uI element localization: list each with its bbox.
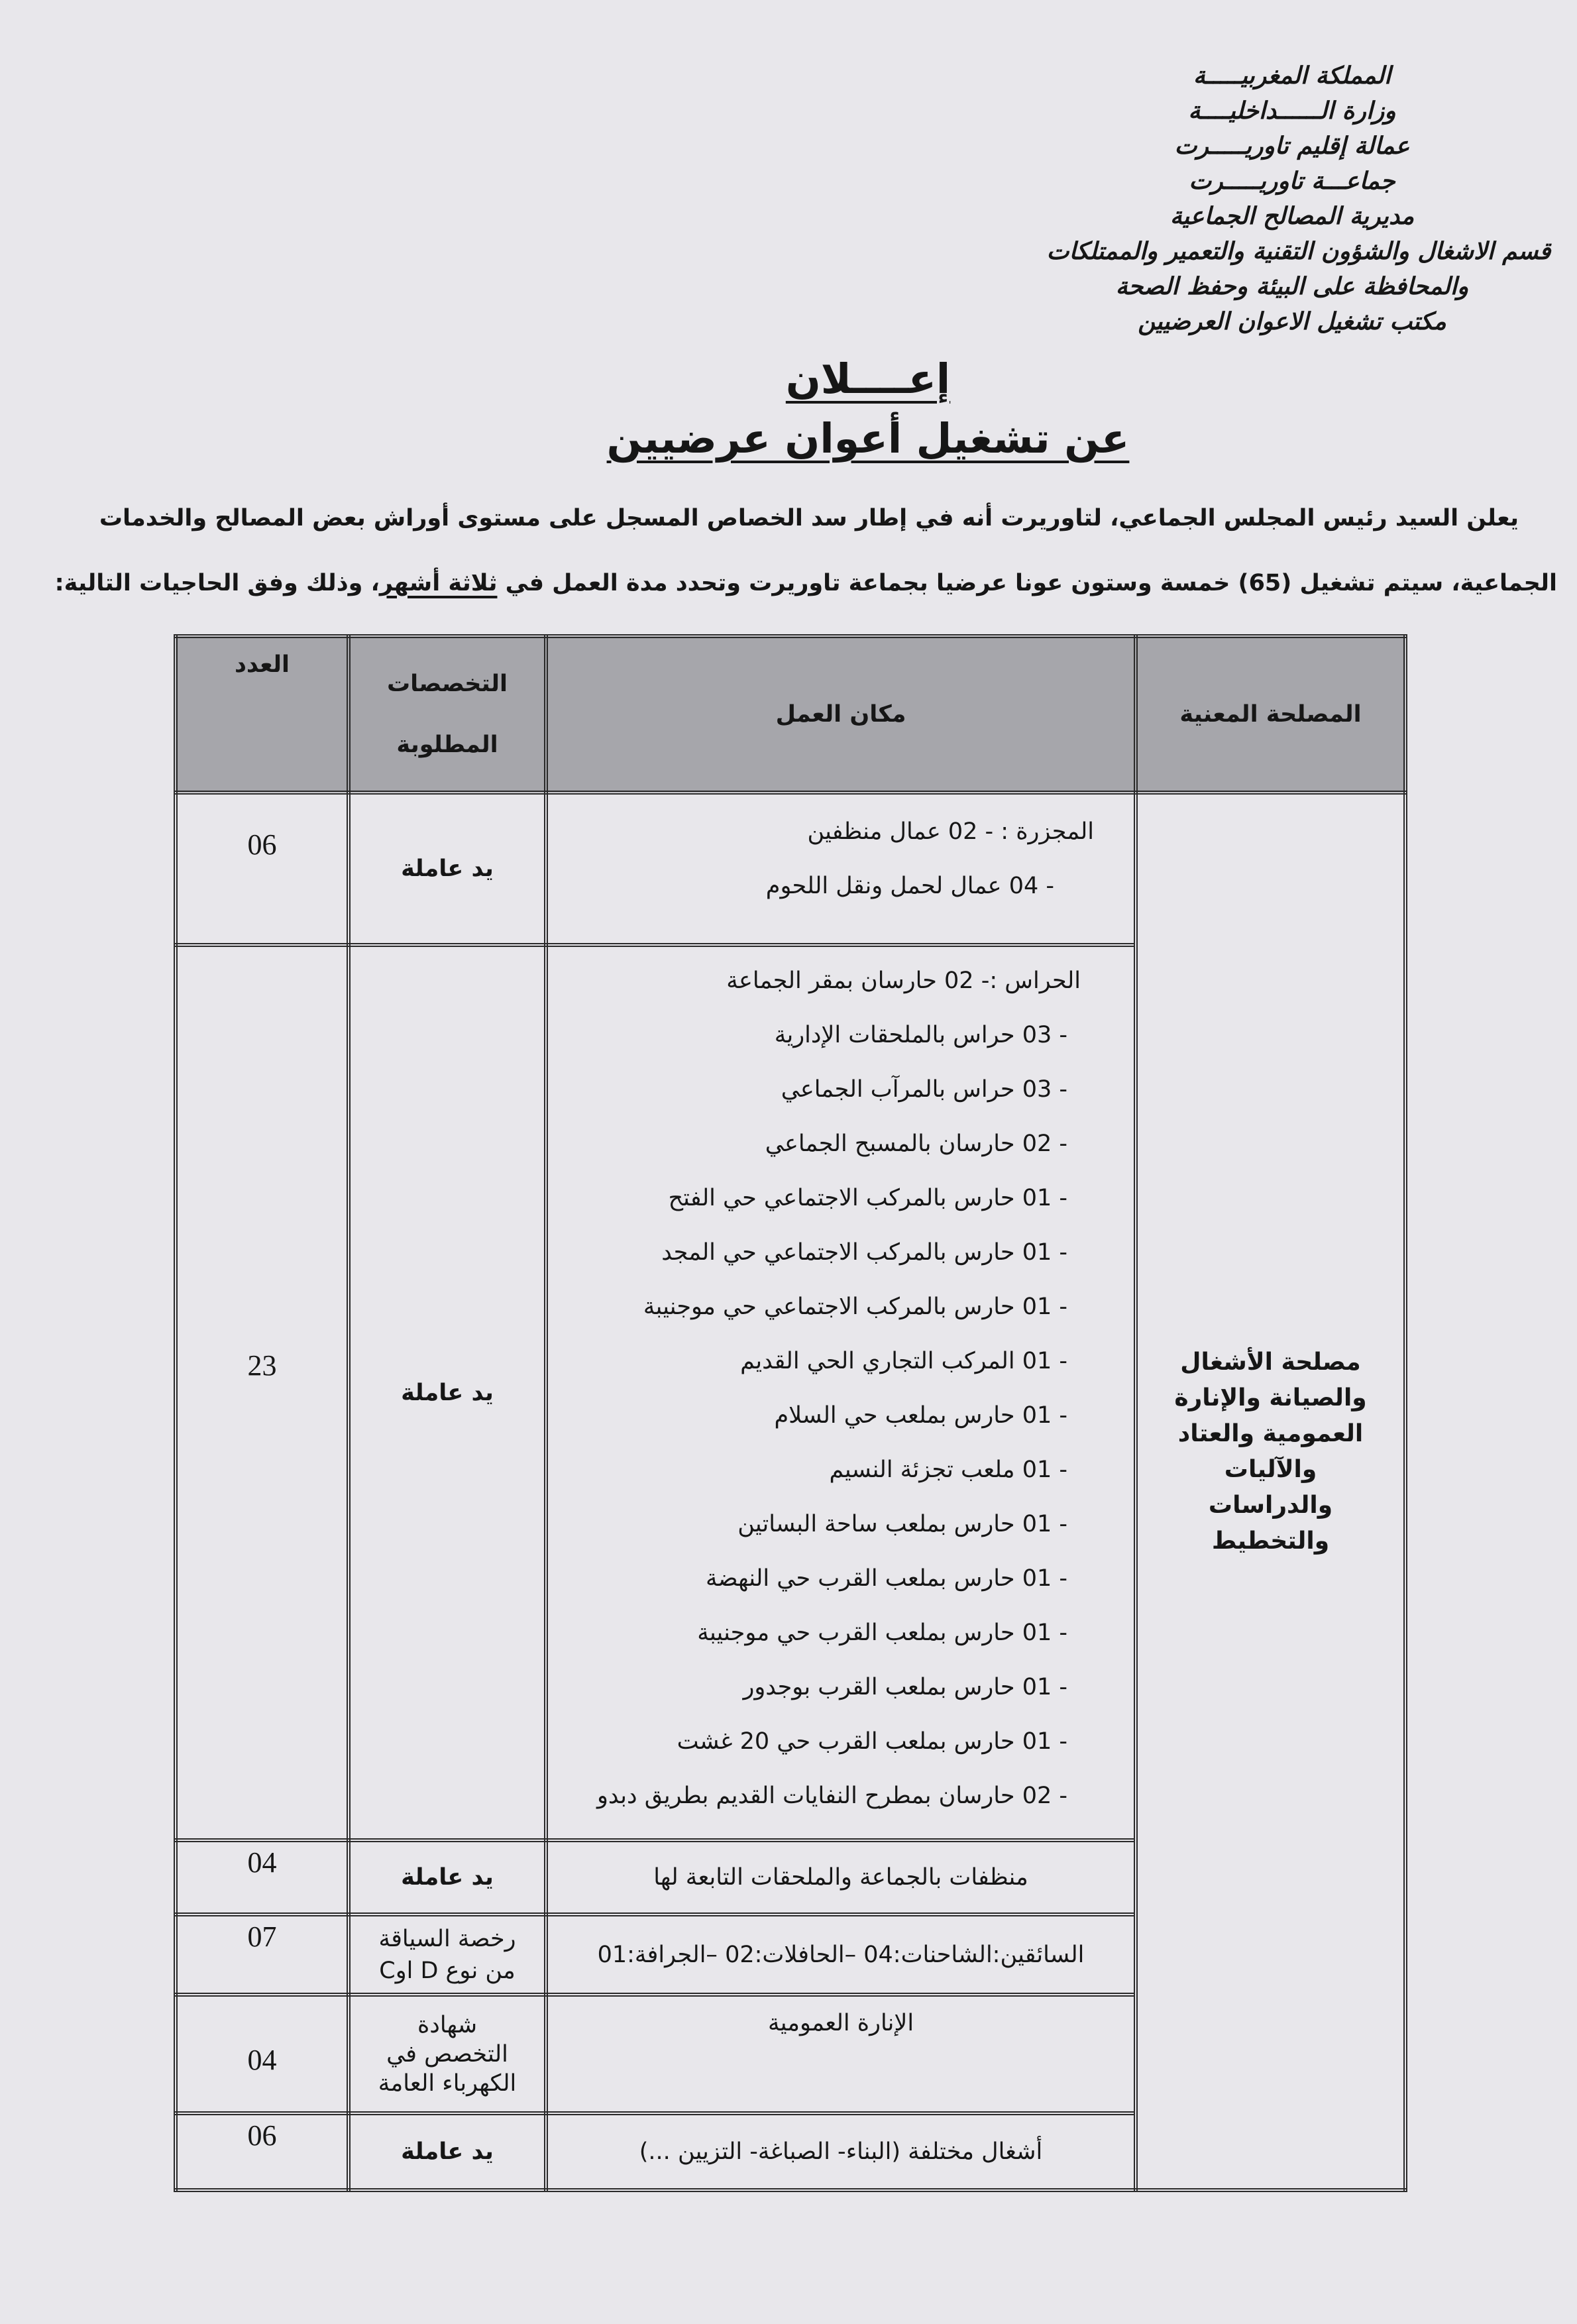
header-spec-line: التخصصات (387, 671, 508, 697)
place-line: - 01 المركب التجاري الحي القديم (740, 1348, 1067, 1374)
spec-cell: يد عاملة (349, 2113, 546, 2190)
header-service: المصلحة المعنية (1136, 636, 1405, 793)
title-line: إعــــلان (785, 355, 951, 403)
announcement-subtitle (80, 414, 1577, 463)
header-spec-line: المطلوبة (396, 732, 498, 758)
service-cell: مصلحة الأشغال والصيانة والإنارة العمومية والعتاد والآليات والدراسات والتخطيط (1136, 793, 1405, 2190)
place-line: الحراس :- 02 حارسان بمقر الجماعة (726, 968, 1081, 994)
place-line: - 01 حارس بملعب حي السلام (774, 1402, 1067, 1429)
requirements-table (174, 634, 1407, 2192)
place-cell: السائقين:الشاحنات:04 –الحافلات:02 –الجرافة:01 (546, 1914, 1136, 1995)
place-line: - 02 حارسان بالمسبح الجماعي (765, 1131, 1067, 1157)
count-cell: 06 (176, 793, 349, 945)
place-line: - 01 حارس بالمركب الاجتماعي حي موجنيبة (643, 1294, 1067, 1320)
count-cell: 04 (176, 1995, 349, 2113)
letterhead-line: مكتب تشغيل الاعوان العرضيين (1138, 308, 1446, 335)
place-cell: أشغال مختلفة (البناء- الصباغة- التزيين ...) (546, 2113, 1136, 2190)
count-cell: 23 (176, 945, 349, 1840)
place-line: - 04 عمال لحمل ونقل اللحوم (765, 873, 1054, 899)
place-line: - 01 حارس بملعب القرب حي النهضة (705, 1565, 1067, 1592)
header-spec (349, 636, 546, 793)
subtitle-line: عن تشغيل أعوان عرضيين (606, 414, 1130, 463)
letterhead-line: المملكة المغربيـــــة (1193, 62, 1391, 89)
intro-text: ، وذلك وفق الحاجيات التالية: (54, 570, 380, 596)
place-line: - 01 حارس بالمركب الاجتماعي حي الفتح (668, 1185, 1067, 1211)
header-place: مكان العمل (546, 636, 1136, 793)
spec-cell: رخصة السياقة من نوع D اوC (349, 1914, 546, 1995)
spec-cell: شهادة التخصص في الكهرباء العامة (349, 1995, 546, 2113)
place-line: - 01 حارس بالمركب الاجتماعي حي المجد (661, 1239, 1067, 1266)
header-count: العدد (176, 636, 349, 793)
announcement-title (80, 355, 1577, 403)
spec-cell: يد عاملة (349, 1840, 546, 1914)
letterhead-line: عمالة إقليم تاوريـــــرت (1174, 133, 1410, 160)
table-row (176, 793, 1405, 945)
intro-line-2 (54, 570, 1557, 596)
duration-emphasis: ثلاثة أشهر (379, 570, 498, 596)
place-line: - 01 حارس بملعب القرب بوجدور (743, 1674, 1067, 1700)
letterhead-line: مديرية المصالح الجماعية (1169, 203, 1415, 230)
letterhead-line: والمحافظة على البيئة وحفظ الصحة (1115, 273, 1469, 300)
place-line: - 03 حراس بالملحقات الإدارية (774, 1022, 1067, 1048)
count-cell: 04 (176, 1840, 349, 1914)
spec-cell: يد عاملة (349, 945, 546, 1840)
place-cell (546, 793, 1136, 945)
place-line: المجزرة : - 02 عمال منظفين (807, 818, 1094, 845)
letterhead-line: وزارة الــــــداخليــــة (1188, 97, 1396, 125)
intro-line-1: يعلن السيد رئيس المجلس الجماعي، لتاوريرت أنه في إطار سد الخصاص المسجل على مستوى أوراش بعض المصالح والخدمات (99, 505, 1519, 531)
place-line: - 03 حراس بالمرآب الجماعي (781, 1076, 1067, 1103)
letterhead-line: جماعـــة تاوريـــــرت (1189, 168, 1395, 195)
table-header-row (176, 636, 1405, 793)
place-line: - 01 حارس بملعب القرب حي موجنيبة (697, 1620, 1067, 1646)
spec-cell: يد عاملة (349, 793, 546, 945)
place-line: - 01 ملعب تجزئة النسيم (829, 1457, 1067, 1483)
letterhead (1034, 58, 1550, 339)
count-cell: 07 (176, 1914, 349, 1995)
letterhead-line: قسم الاشغال والشؤون التقنية والتعمير والممتلكات (1046, 238, 1551, 265)
place-cell (546, 945, 1136, 1840)
intro-text: الجماعية، سيتم تشغيل (65) خمسة وستون عونا عرضيا بجماعة تاوريرت وتحدد مدة العمل في (497, 570, 1557, 596)
place-line: - 01 حارس بملعب القرب حي 20 غشت (677, 1728, 1067, 1755)
place-cell: منظفات بالجماعة والملحقات التابعة لها (546, 1840, 1136, 1914)
place-cell: الإنارة العمومية (546, 1995, 1136, 2113)
place-line: - 01 حارس بملعب ساحة البساتين (737, 1511, 1067, 1537)
place-line: - 02 حارسان بمطرح النفايات القديم بطريق دبدو (596, 1783, 1067, 1809)
count-cell: 06 (176, 2113, 349, 2190)
